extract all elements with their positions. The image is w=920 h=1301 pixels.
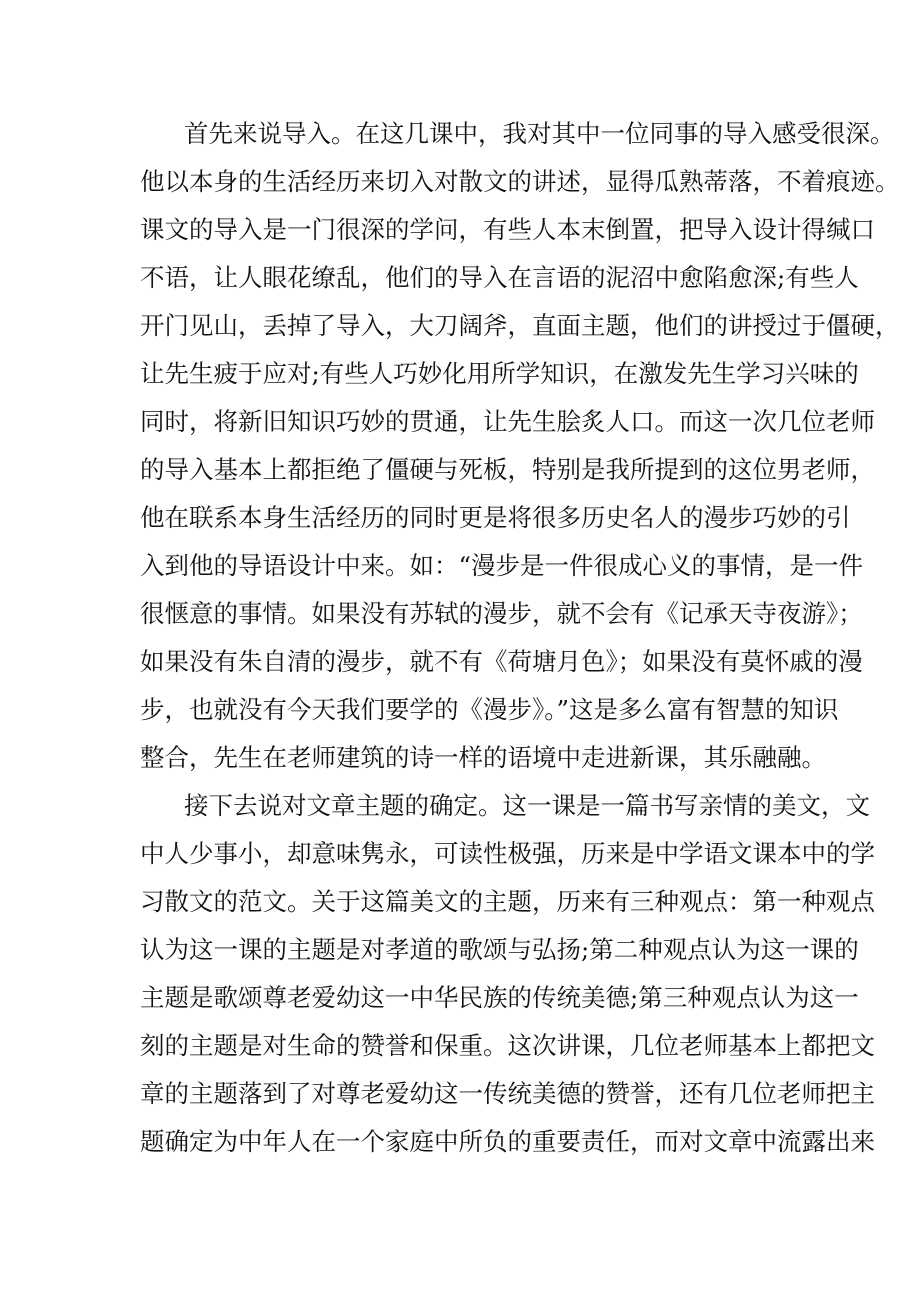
text-line: 同时，将新旧知识巧妙的贯通，让先生脍炙人口。而这一次几位老师: [140, 407, 875, 436]
text-line: 入到他的导语设计中来。如：“漫步是一件很成心义的事情，是一件: [140, 551, 864, 580]
text-line: 中人少事小，却意味隽永，可读性极强，历来是中学语文课本中的学: [140, 839, 875, 868]
text-line: 首先来说导入。在这几课中，我对其中一位同事的导入感受很深。: [184, 119, 895, 148]
text-line: 他以本身的生活经历来切入对散文的讲述，显得瓜熟蒂落，不着痕迹。: [140, 167, 900, 196]
text-line: 步，也就没有今天我们要学的《漫步》。”这是多么富有智慧的知识: [140, 695, 839, 724]
text-line: 章的主题落到了对尊老爱幼这一传统美德的赞誉，还有几位老师把主: [140, 1079, 875, 1108]
text-line: 如果没有朱自清的漫步，就不有《荷塘月色》；如果没有莫怀戚的漫: [140, 647, 863, 676]
text-line: 不语，让人眼花缭乱，他们的导入在言语的泥沼中愈陷愈深;有些人: [140, 263, 859, 292]
text-line: 接下去说对文章主题的确定。这一课是一篇书写亲情的美文，文: [184, 791, 870, 820]
paragraph-theme: [140, 782, 875, 1166]
text-line: 让先生疲于应对;有些人巧妙化用所学知识，在激发先生学习兴味的: [140, 359, 859, 388]
paragraph-introduction: [140, 110, 900, 782]
text-line: 整合，先生在老师建筑的诗一样的语境中走进新课，其乐融融。: [140, 743, 826, 772]
text-line: 刻的主题是对生命的赞誉和保重。这次讲课，几位老师基本上都把文: [140, 1031, 875, 1060]
text-line: 开门见山，丢掉了导入，大刀阔斧，直面主题，他们的讲授过于僵硬，: [140, 311, 900, 340]
text-line: 很惬意的事情。如果没有苏轼的漫步，就不会有《记承天寺夜游》；: [140, 599, 863, 628]
text-line: 题确定为中年人在一个家庭中所负的重要责任，而对文章中流露出来: [140, 1127, 875, 1156]
text-line: 认为这一课的主题是对孝道的歌颂与弘扬;第二种观点认为这一课的: [140, 935, 859, 964]
text-line: 的导入基本上都拒绝了僵硬与死板，特别是我所提到的这位男老师，: [140, 455, 875, 484]
text-line: 主题是歌颂尊老爱幼这一中华民族的传统美德;第三种观点认为这一: [140, 983, 859, 1012]
text-line: 习散文的范文。关于这篇美文的主题，历来有三种观点：第一种观点: [140, 887, 875, 916]
text-line: 课文的导入是一门很深的学问，有些人本末倒置，把导入设计得缄口: [140, 215, 875, 244]
text-line: 他在联系本身生活经历的同时更是将很多历史名人的漫步巧妙的引: [140, 503, 851, 532]
document-body: [140, 110, 900, 1166]
